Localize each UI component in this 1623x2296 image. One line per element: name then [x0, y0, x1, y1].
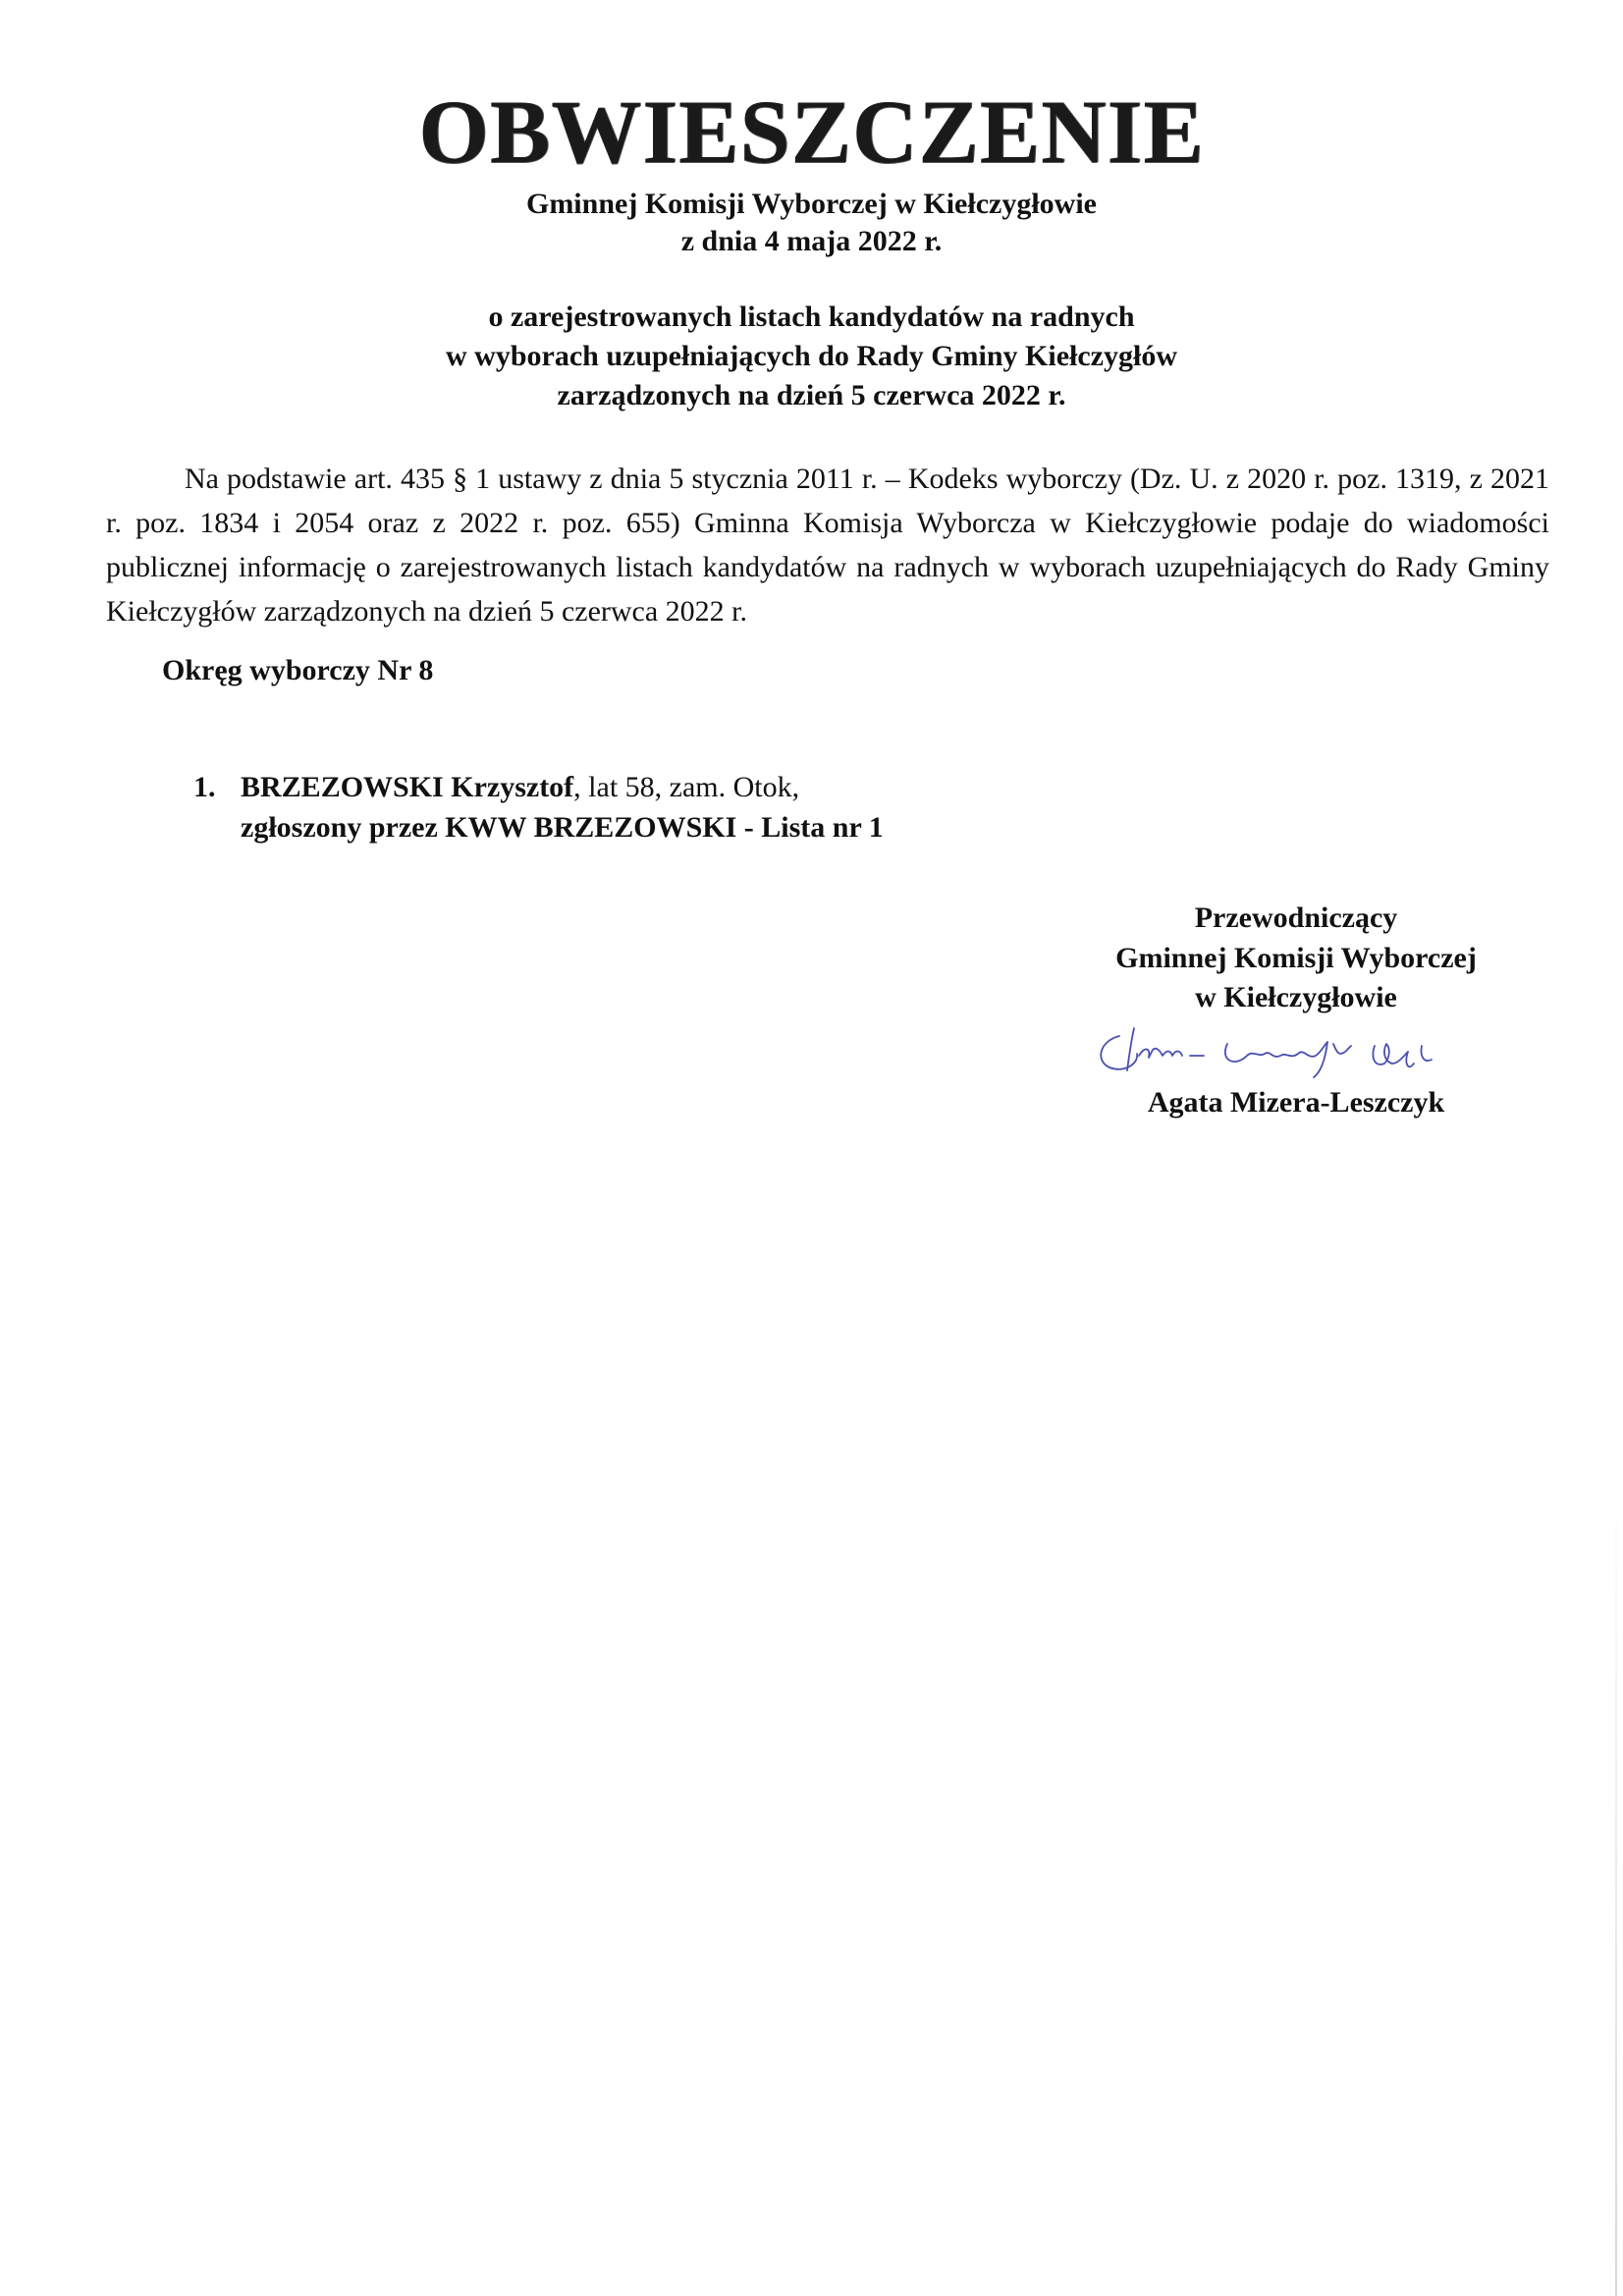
candidate-number: 1.	[193, 771, 216, 803]
district-heading: Okręg wyborczy Nr 8	[162, 654, 434, 686]
issuer-line: Gminnej Komisji Wyborczej w Kiełczygłowie	[525, 188, 1097, 220]
scan-edge-shadow	[1615, 1473, 1617, 2296]
signature-role: Przewodniczący	[1194, 902, 1398, 934]
subject-line-1: o zarejestrowanych listach kandydatów na radnych	[488, 301, 1135, 333]
candidate-submitted-by: zgłoszony przez KWW BRZEZOWSKI - Lista nr 1	[241, 810, 884, 844]
subject-line-2: w wyborach uzupełniających do Rady Gminy Kiełczygłów	[445, 340, 1177, 372]
subject-line-3: zarządzonych na dzień 5 czerwca 2022 r.	[557, 379, 1066, 411]
signature-block	[1060, 899, 1532, 1018]
signature-org-1: Gminnej Komisji Wyborczej	[1115, 941, 1477, 974]
candidate-list-item	[193, 768, 884, 847]
body-paragraph: Na podstawie art. 435 § 1 ustawy z dnia 5 stycznia 2011 r. – Kodeks wyborczy (Dz. U. z 2020 r. poz. 1319, z 2021 r. poz. 1834 i 2054 oraz z 2022 r. poz. 655) Gminna Komisja Wyborcza w Kiełczygłowie podaje do wiadomości publicznej informację o zarejestrowanych listach kandydatów na radnych w wyborach uzupełniających do Rady Gminy Kiełczygłów zarządzonych na dzień 5 czerwca 2022 r.	[106, 463, 1549, 628]
signature-org-2: w Kiełczygłowie	[1195, 981, 1397, 1013]
signature-name: Agata Mizera-Leszczyk	[1147, 1086, 1445, 1119]
handwritten-signature	[1080, 1016, 1532, 1085]
date-line: z dnia 4 maja 2022 r.	[680, 225, 943, 257]
candidate-details: , lat 58, zam. Otok,	[573, 771, 800, 803]
document-title: OBWIESZCZENIE	[418, 82, 1205, 182]
candidate-name: BRZEZOWSKI Krzysztof	[241, 771, 574, 803]
